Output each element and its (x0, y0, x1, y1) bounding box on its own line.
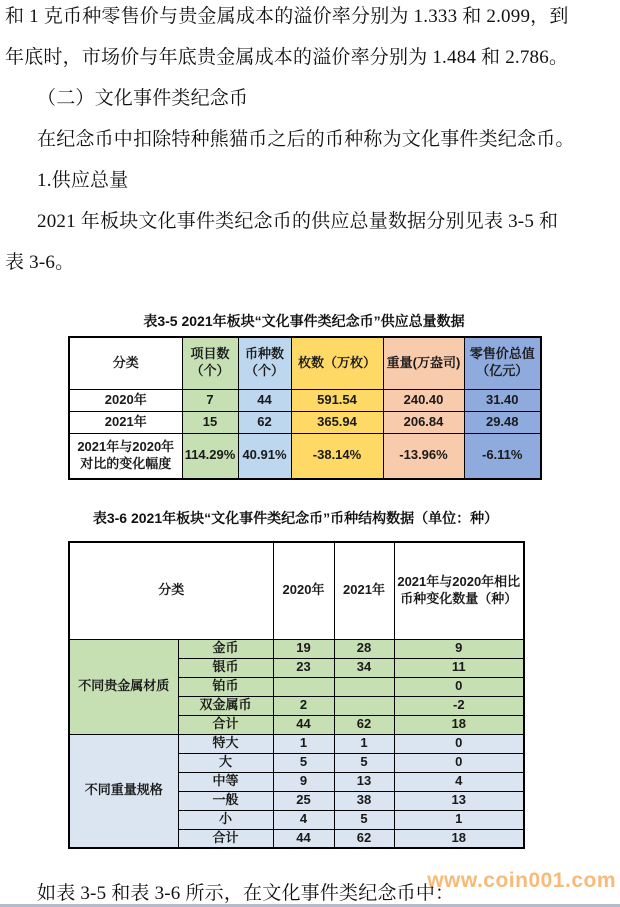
data-cell: 13 (394, 791, 524, 810)
table-row (69, 433, 541, 479)
table-header-row (69, 542, 524, 639)
data-cell: 0 (394, 734, 524, 753)
data-cell: 31.40 (464, 389, 541, 411)
data-cell: 365.94 (291, 411, 383, 433)
data-cell: 38 (334, 791, 394, 810)
row-label-cell: 大 (178, 753, 273, 772)
data-cell: 15 (182, 411, 238, 433)
paragraph-line: 在纪念币中扣除特种熊猫币之后的币种称为文化事件类纪念币。 (37, 129, 575, 150)
row-label-cell: 双金属币 (178, 696, 273, 715)
data-cell: 2 (273, 696, 334, 715)
data-cell: 5 (334, 810, 394, 829)
header-cell: 分类 (69, 337, 182, 389)
data-cell: 44 (238, 389, 291, 411)
data-cell: 29.48 (464, 411, 541, 433)
data-cell: 9 (394, 639, 524, 658)
data-cell: 44 (273, 829, 334, 848)
paragraph-line: 2021 年板块文化事件类纪念币的供应总量数据分别见表 3-5 和 (37, 211, 559, 232)
data-cell: 7 (182, 389, 238, 411)
row-label-cell: 小 (178, 810, 273, 829)
coin-structure-table (68, 541, 525, 849)
row-label-cell: 特大 (178, 734, 273, 753)
data-cell: 40.91% (238, 433, 291, 479)
header-cell: 枚数（万枚） (291, 337, 383, 389)
data-cell: 18 (394, 715, 524, 734)
data-cell: 62 (238, 411, 291, 433)
data-cell (334, 696, 394, 715)
row-label-cell: 合计 (178, 829, 273, 848)
data-cell: 18 (394, 829, 524, 848)
data-cell: -6.11% (464, 433, 541, 479)
header-cell: 币种数（个） (238, 337, 291, 389)
supply-total-table (68, 336, 542, 480)
row-label-cell: 合计 (178, 715, 273, 734)
row-label-cell: 2020年 (69, 389, 182, 411)
row-label-cell: 2021年 (69, 411, 182, 433)
header-cell: 重量(万盎司) (383, 337, 464, 389)
header-cell: 2020年 (273, 542, 334, 639)
data-cell: 28 (334, 639, 394, 658)
header-cell: 2021年与2020年相比币种变化数量（种） (394, 542, 524, 639)
data-cell: 114.29% (182, 433, 238, 479)
row-label-cell: 铂币 (178, 677, 273, 696)
data-cell: 206.84 (383, 411, 464, 433)
data-cell: 62 (334, 715, 394, 734)
table36-title: 表3-6 2021年板块“文化事件类纪念币”币种结构数据（单位：种） (92, 510, 499, 526)
data-cell: 25 (273, 791, 334, 810)
row-label-cell: 金币 (178, 639, 273, 658)
table-header-row (69, 337, 541, 389)
data-cell: 5 (334, 753, 394, 772)
subsection-heading: 1.供应总量 (37, 170, 129, 191)
data-cell (273, 677, 334, 696)
header-cell: 项目数（个） (182, 337, 238, 389)
header-cell: 2021年 (334, 542, 394, 639)
data-cell: 13 (334, 772, 394, 791)
data-cell: -38.14% (291, 433, 383, 479)
row-label-cell: 2021年与2020年对比的变化幅度 (69, 433, 182, 479)
row-label-cell: 中等 (178, 772, 273, 791)
data-cell: 0 (394, 753, 524, 772)
group-label-cell: 不同重量规格 (69, 734, 178, 848)
data-cell: 23 (273, 658, 334, 677)
data-cell: 4 (273, 810, 334, 829)
data-cell: 34 (334, 658, 394, 677)
paragraph-line: 表 3-6。 (5, 252, 75, 273)
table-row (69, 411, 541, 433)
data-cell: 44 (273, 715, 334, 734)
paragraph-line: 如表 3-5 和表 3-6 所示，在文化事件类纪念币中： (37, 883, 455, 904)
data-cell: 11 (394, 658, 524, 677)
table-row (69, 639, 524, 658)
data-cell: 1 (273, 734, 334, 753)
paragraph-line: 年底时，市场价与年底贵金属成本的溢价率分别为 1.484 和 2.786。 (5, 47, 569, 68)
data-cell: 4 (394, 772, 524, 791)
data-cell: -2 (394, 696, 524, 715)
header-cell: 分类 (69, 542, 273, 639)
data-cell: 9 (273, 772, 334, 791)
paragraph-line: 和 1 克币种零售价与贵金属成本的溢价率分别为 1.333 和 2.099，到 (5, 6, 569, 27)
table-row (69, 389, 541, 411)
data-cell: 1 (334, 734, 394, 753)
data-cell: 5 (273, 753, 334, 772)
section-heading: （二）文化事件类纪念币 (37, 88, 249, 109)
data-cell (334, 677, 394, 696)
data-cell: 62 (334, 829, 394, 848)
table35-title: 表3-5 2021年板块“文化事件类纪念币”供应总量数据 (143, 313, 465, 329)
data-cell: 240.40 (383, 389, 464, 411)
data-cell: -13.96% (383, 433, 464, 479)
header-cell: 零售价总值（亿元） (464, 337, 541, 389)
watermark-text: www.coin001.com (427, 869, 616, 892)
data-cell: 19 (273, 639, 334, 658)
data-cell: 0 (394, 677, 524, 696)
row-label-cell: 一般 (178, 791, 273, 810)
data-cell: 1 (394, 810, 524, 829)
table-row (69, 734, 524, 753)
group-label-cell: 不同贵金属材质 (69, 639, 178, 734)
row-label-cell: 银币 (178, 658, 273, 677)
data-cell: 591.54 (291, 389, 383, 411)
